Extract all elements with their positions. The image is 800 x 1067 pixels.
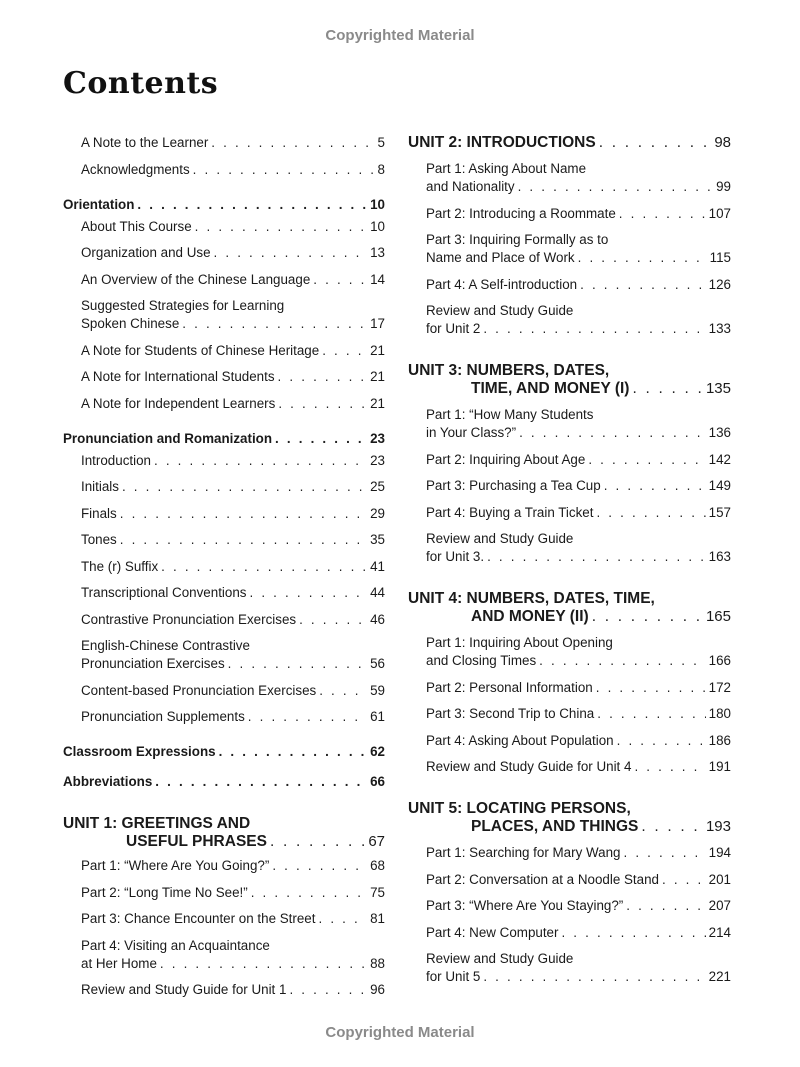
toc-section-abbreviations[interactable]: [63, 773, 385, 791]
toc-entry[interactable]: [81, 937, 385, 973]
leader-dots: [278, 368, 368, 386]
leader-dots: [211, 134, 374, 152]
toc-entry-title-line1: Review and Study Guide: [426, 951, 574, 966]
toc-unit-4[interactable]: [408, 590, 731, 626]
toc-section-title: Pronunciation and Romanization: [63, 430, 273, 446]
toc-entry-title-line1: Suggested Strategies for Learning: [81, 298, 285, 313]
toc-entry-page: 59: [370, 682, 385, 698]
toc-entry-title: Part 4: A Self-introduction: [426, 276, 578, 292]
toc-entry-page: 166: [708, 653, 731, 668]
leader-dots: [319, 682, 367, 700]
leader-dots: [519, 424, 706, 442]
watermark-top: Copyrighted Material: [325, 27, 475, 44]
unit-title-line1: UNIT 1: GREETINGS AND: [63, 815, 251, 832]
leader-dots: [588, 451, 705, 469]
unit-title-line2: AND MONEY (II): [471, 608, 589, 625]
toc-entry-title-line1: Part 4: Visiting an Acquaintance: [81, 937, 270, 953]
toc-entry-page: 186: [708, 732, 731, 748]
toc-entry-page: 75: [370, 884, 385, 900]
toc-entry[interactable]: [81, 452, 385, 470]
toc-entry[interactable]: [81, 981, 385, 999]
toc-entry-page: 25: [370, 479, 385, 494]
leader-dots: [120, 531, 367, 549]
toc-entry-title: The (r) Suffix: [81, 558, 159, 574]
leader-dots: [578, 249, 707, 267]
toc-entry-title: Organization and Use: [81, 245, 211, 260]
toc-entry[interactable]: [81, 682, 385, 700]
toc-entry-title: for Unit 3.: [426, 549, 485, 564]
leader-dots: [195, 218, 367, 236]
toc-entry-page: 56: [370, 656, 385, 671]
leader-dots: [161, 558, 367, 576]
toc-entry-page: 23: [370, 452, 385, 468]
toc-entry-page: 35: [370, 532, 385, 547]
toc-section-page: 62: [370, 744, 385, 759]
leader-dots: [662, 871, 706, 889]
toc-entry[interactable]: [426, 679, 731, 697]
toc-entry[interactable]: [81, 244, 385, 262]
leader-dots: [248, 708, 367, 726]
toc-entry[interactable]: [81, 558, 385, 576]
leader-dots: [155, 773, 367, 791]
toc-entry[interactable]: [426, 504, 731, 522]
toc-section-page: 66: [370, 774, 385, 789]
leader-dots: [592, 608, 703, 626]
toc-entry[interactable]: [426, 871, 731, 889]
toc-entry-title: for Unit 2: [426, 321, 481, 336]
leader-dots: [483, 968, 705, 986]
leader-dots: [596, 504, 705, 522]
toc-entry-title: Tones: [81, 532, 117, 547]
toc-entry-title: A Note to the Learner: [81, 135, 209, 150]
toc-entry-page: 68: [370, 858, 385, 873]
toc-entry[interactable]: [426, 160, 731, 196]
toc-entry-title: Part 4: New Computer: [426, 924, 559, 940]
toc-entry[interactable]: [426, 276, 731, 294]
toc-unit-5[interactable]: [408, 800, 731, 836]
leader-dots: [539, 652, 706, 670]
toc-entry-title: in Your Class?”: [426, 425, 517, 440]
toc-entry[interactable]: [81, 368, 385, 386]
toc-entry-page: 207: [708, 898, 731, 913]
toc-entry[interactable]: [81, 884, 385, 902]
toc-entry-page: 194: [708, 845, 731, 860]
toc-entry[interactable]: [81, 134, 385, 152]
toc-entry-page: 46: [370, 611, 385, 627]
leader-dots: [120, 505, 367, 523]
toc-entry[interactable]: [81, 611, 385, 629]
toc-entry[interactable]: [426, 924, 731, 942]
toc-section-title: Orientation: [63, 196, 135, 212]
toc-unit-2[interactable]: [408, 134, 731, 152]
toc-entry-title: An Overview of the Chinese Language: [81, 271, 311, 287]
toc-entry-title-line1: Review and Study Guide: [426, 531, 574, 546]
toc-entry-page: 8: [377, 161, 385, 177]
toc-entry[interactable]: [426, 705, 731, 723]
toc-entry-title-line1: English-Chinese Contrastive: [81, 638, 250, 653]
leader-dots: [483, 320, 705, 338]
toc-entry-page: 126: [708, 276, 731, 292]
leader-dots: [278, 395, 367, 413]
toc-entry-title: Acknowledgments: [81, 161, 190, 177]
toc-left-column: [63, 134, 385, 999]
toc-entry-title: Part 3: Purchasing a Tea Cup: [426, 478, 601, 493]
leader-dots: [634, 758, 705, 776]
toc-entry-title: Part 3: Chance Encounter on the Street: [81, 911, 316, 926]
leader-dots: [596, 679, 706, 697]
leader-dots: [604, 477, 706, 495]
toc-section-title: Classroom Expressions: [63, 744, 216, 759]
leader-dots: [313, 271, 367, 289]
toc-entry[interactable]: [81, 910, 385, 928]
unit-page: 67: [368, 833, 385, 850]
unit-title-line2: PLACES, AND THINGS: [471, 818, 639, 835]
toc-entry-page: 163: [708, 549, 731, 564]
leader-dots: [272, 857, 367, 875]
leader-dots: [318, 910, 367, 928]
toc-entry[interactable]: [81, 857, 385, 875]
toc-entry-title: Part 2: Personal Information: [426, 679, 593, 695]
toc-entry-title: Part 3: Second Trip to China: [426, 706, 595, 721]
toc-entry-page: 29: [370, 505, 385, 521]
leader-dots: [561, 924, 705, 942]
toc-entry-title-line1: Part 1: Inquiring About Opening: [426, 635, 613, 650]
toc-entry-title: and Closing Times: [426, 653, 537, 668]
toc-entry-page: 214: [708, 924, 731, 940]
toc-entry-page: 221: [708, 969, 731, 984]
toc-section-orientation[interactable]: [63, 196, 385, 214]
toc-entry-page: 115: [709, 250, 731, 265]
toc-entry-page: 99: [716, 179, 731, 194]
leader-dots: [626, 897, 705, 915]
leader-dots: [270, 833, 365, 851]
toc-entry[interactable]: [426, 530, 731, 566]
toc-entry-title: Introduction: [81, 452, 151, 468]
toc-right-column: [408, 134, 731, 986]
toc-section-title: Abbreviations: [63, 774, 153, 789]
leader-dots: [249, 584, 367, 602]
leader-dots: [580, 276, 706, 294]
toc-entry-title: A Note for International Students: [81, 369, 275, 384]
unit-title-line1: UNIT 5: LOCATING PERSONS,: [408, 800, 631, 817]
toc-entry-page: 191: [708, 759, 731, 774]
toc-entry[interactable]: [426, 897, 731, 915]
unit-page: 98: [714, 134, 731, 151]
leader-dots: [597, 705, 705, 723]
toc-entry[interactable]: [426, 732, 731, 750]
toc-entry-page: 172: [708, 679, 731, 695]
leader-dots: [599, 134, 712, 152]
toc-unit-3[interactable]: [408, 362, 731, 398]
toc-entry-title: Name and Place of Work: [426, 250, 575, 265]
leader-dots: [160, 955, 367, 973]
unit-title: UNIT 2: INTRODUCTIONS: [408, 134, 596, 151]
toc-entry-page: 5: [377, 135, 385, 150]
toc-entry-page: 149: [708, 478, 731, 493]
toc-entry[interactable]: [426, 634, 731, 670]
toc-entry-title-line1: Part 1: “How Many Students: [426, 407, 594, 422]
toc-entry-title: Initials: [81, 479, 119, 494]
toc-entry-title: Part 2: Introducing a Roommate: [426, 205, 616, 221]
leader-dots: [182, 315, 367, 333]
toc-entry[interactable]: [81, 395, 385, 413]
toc-entry[interactable]: [81, 218, 385, 236]
unit-title-line1: UNIT 4: NUMBERS, DATES, TIME,: [408, 590, 655, 607]
toc-entry-page: 21: [370, 342, 385, 358]
toc-unit-1[interactable]: [63, 815, 385, 851]
leader-dots: [624, 844, 706, 862]
leader-dots: [219, 743, 368, 761]
leader-dots: [154, 452, 367, 470]
toc-entry-page: 96: [370, 982, 385, 997]
unit-page: 135: [705, 380, 731, 397]
toc-entry-page: 17: [370, 316, 385, 331]
leader-dots: [137, 196, 367, 214]
leader-dots: [228, 655, 367, 673]
unit-page: 193: [705, 818, 731, 835]
toc-entry-page: 180: [708, 706, 731, 721]
unit-title-line2: USEFUL PHRASES: [126, 833, 267, 850]
toc-entry[interactable]: [81, 342, 385, 360]
toc-entry-page: 21: [370, 395, 385, 411]
toc-entry[interactable]: [426, 844, 731, 862]
toc-entry[interactable]: [426, 205, 731, 223]
toc-entry-page: 41: [370, 558, 385, 574]
toc-entry-title: for Unit 5: [426, 969, 481, 984]
watermark-bottom: Copyrighted Material: [325, 1024, 475, 1041]
toc-entry[interactable]: [81, 478, 385, 496]
leader-dots: [487, 548, 706, 566]
leader-dots: [617, 732, 706, 750]
toc-entry-title: Pronunciation Exercises: [81, 656, 225, 671]
leader-dots: [251, 884, 367, 902]
leader-dots: [632, 380, 703, 398]
toc-entry-title: Part 2: “Long Time No See!”: [81, 884, 248, 900]
toc-entry-title: Review and Study Guide for Unit 4: [426, 759, 632, 774]
toc-entry-title: Finals: [81, 505, 117, 521]
toc-entry[interactable]: [426, 302, 731, 338]
toc-entry-title: Pronunciation Supplements: [81, 709, 245, 724]
toc-entry[interactable]: [81, 708, 385, 726]
toc-entry-title: Part 2: Inquiring About Age: [426, 451, 586, 467]
leader-dots: [122, 478, 367, 496]
toc-entry-title-line1: Part 3: Inquiring Formally as to: [426, 232, 609, 247]
toc-entry-title: and Nationality: [426, 179, 515, 194]
toc-entry-page: 13: [370, 245, 385, 260]
toc-entry[interactable]: [426, 950, 731, 986]
toc-entry[interactable]: [81, 505, 385, 523]
toc-entry-title: A Note for Independent Learners: [81, 395, 276, 411]
unit-title-line2: TIME, AND MONEY (I): [471, 380, 630, 397]
toc-entry[interactable]: [426, 477, 731, 495]
toc-entry[interactable]: [81, 584, 385, 602]
toc-entry-page: 136: [708, 425, 731, 440]
leader-dots: [289, 981, 367, 999]
toc-entry-title: Review and Study Guide for Unit 1: [81, 982, 287, 997]
toc-entry-title: Part 2: Conversation at a Noodle Stand: [426, 871, 659, 887]
toc-entry[interactable]: [81, 531, 385, 549]
toc-entry[interactable]: [426, 758, 731, 776]
toc-entry-title: Part 1: Searching for Mary Wang: [426, 845, 621, 860]
toc-entry-title: A Note for Students of Chinese Heritage: [81, 342, 320, 358]
toc-section-pronunciation[interactable]: [63, 430, 385, 448]
leader-dots: [193, 161, 375, 179]
toc-section-page: 10: [370, 196, 385, 212]
toc-entry-page: 157: [708, 504, 731, 520]
toc-entry-title: Part 4: Buying a Train Ticket: [426, 504, 594, 520]
toc-entry-page: 14: [370, 271, 385, 287]
toc-section-page: 23: [370, 430, 385, 446]
toc-entry-title: Transcriptional Conventions: [81, 585, 247, 600]
toc-section-classroom[interactable]: [63, 743, 385, 761]
toc-entry-page: 81: [370, 911, 385, 926]
leader-dots: [322, 342, 367, 360]
toc-entry[interactable]: [426, 451, 731, 469]
toc-entry-title: at Her Home: [81, 955, 157, 971]
toc-entry-title: Part 4: Asking About Population: [426, 732, 614, 748]
toc-entry-page: 44: [370, 585, 385, 600]
toc-entry[interactable]: [81, 637, 385, 673]
toc-entry-page: 21: [370, 369, 385, 384]
toc-entry-page: 61: [370, 709, 385, 724]
toc-entry[interactable]: [81, 161, 385, 179]
leader-dots: [214, 244, 368, 262]
toc-entry-title: Spoken Chinese: [81, 316, 180, 331]
toc-entry-title: Contrastive Pronunciation Exercises: [81, 611, 297, 627]
toc-entry[interactable]: [426, 406, 731, 442]
toc-entry-title: Content-based Pronunciation Exercises: [81, 682, 317, 698]
toc-entry-title: Part 1: “Where Are You Going?”: [81, 858, 270, 873]
leader-dots: [641, 818, 703, 836]
toc-entry-page: 142: [708, 451, 731, 467]
toc-entry-page: 107: [708, 205, 731, 221]
toc-entry-page: 10: [370, 218, 385, 234]
toc-entry-title: About This Course: [81, 218, 192, 234]
leader-dots: [518, 178, 714, 196]
unit-title-line1: UNIT 3: NUMBERS, DATES,: [408, 362, 610, 379]
leader-dots: [619, 205, 706, 223]
toc-entry[interactable]: [81, 297, 385, 333]
toc-entry[interactable]: [426, 231, 731, 267]
toc-entry-title-line1: Review and Study Guide: [426, 303, 574, 318]
toc-entry-page: 201: [708, 871, 731, 887]
toc-entry-title: Part 3: “Where Are You Staying?”: [426, 898, 624, 913]
toc-entry-title-line1: Part 1: Asking About Name: [426, 161, 587, 176]
unit-page: 165: [705, 608, 731, 625]
leader-dots: [299, 611, 367, 629]
page-title: Contents: [63, 66, 219, 101]
leader-dots: [275, 430, 367, 448]
toc-entry-page: 88: [370, 955, 385, 971]
toc-entry-page: 133: [708, 321, 731, 336]
toc-entry[interactable]: [81, 271, 385, 289]
